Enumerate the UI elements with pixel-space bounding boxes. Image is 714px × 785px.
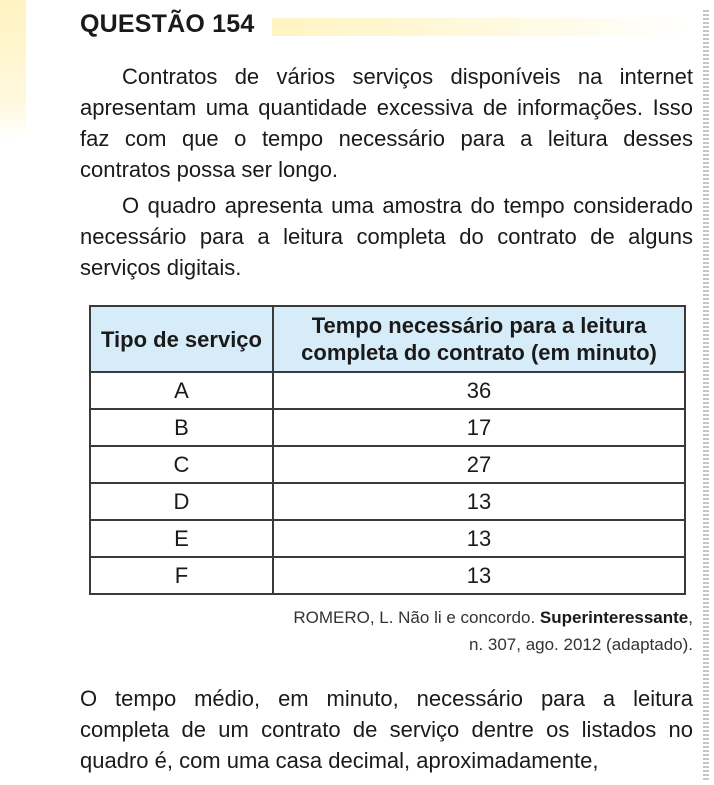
source-citation: ROMERO, L. Não li e concordo. Superinteressante, n. 307, ago. 2012 (adaptado). [293, 608, 693, 654]
service-time-table [89, 305, 686, 595]
source-publication: Superinteressante [539, 608, 689, 627]
table-row [90, 446, 685, 483]
service-cell: A [90, 372, 273, 409]
paragraph-intro: Contratos de vários serviços disponíveis na internet apresentam uma quantidade excessiva de informações. Isso faz com que o tempo necessário para a leitura desses contratos possa ser longo. [80, 64, 693, 182]
table-row [90, 409, 685, 446]
service-cell: D [90, 483, 273, 520]
paragraph-table-intro: O quadro apresenta uma amostra do tempo considerado necessário para a leitura completa do contrato de alguns serviços digitais. [80, 193, 693, 280]
question-text: O tempo médio, em minuto, necessário para a leitura completa de um contrato de serviço dentre os listados no quadro é, com uma casa decimal, aproximadamente, [80, 686, 693, 773]
yellow-corner-decoration [0, 0, 26, 140]
time-cell: 27 [273, 446, 685, 483]
table-row [90, 483, 685, 520]
time-cell: 17 [273, 409, 685, 446]
source-author: ROMERO, L. Não li e concordo. [293, 608, 536, 627]
column-header-service-type: Tipo de serviço [90, 306, 273, 372]
time-cell: 13 [273, 483, 685, 520]
table-row [90, 557, 685, 594]
service-cell: F [90, 557, 273, 594]
time-cell: 13 [273, 557, 685, 594]
service-cell: C [90, 446, 273, 483]
column-header-time: Tempo necessário para a leitura completa do contrato (em minuto) [273, 306, 685, 372]
time-cell: 13 [273, 520, 685, 557]
title-highlight-bar [272, 18, 692, 36]
side-code-strip [703, 10, 709, 780]
service-cell: B [90, 409, 273, 446]
time-cell: 36 [273, 372, 685, 409]
table-row [90, 520, 685, 557]
table-header-row [90, 306, 685, 372]
question-title: QUESTÃO 154 [80, 10, 255, 38]
service-cell: E [90, 520, 273, 557]
table-row [90, 372, 685, 409]
source-details: n. 307, ago. 2012 (adaptado). [468, 635, 693, 654]
